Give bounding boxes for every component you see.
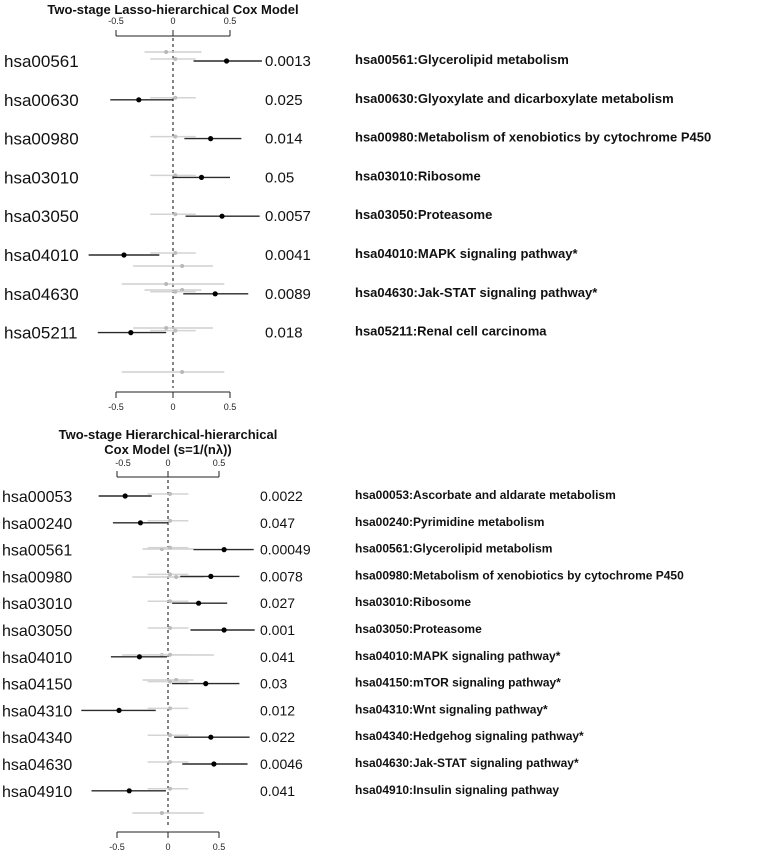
pathway-code-label: hsa00240 [2, 515, 73, 533]
pathway-code-label: hsa00561 [4, 52, 79, 71]
pathway-description-label: hsa04010:MAPK signaling pathway* [355, 648, 561, 663]
pathway-code-label: hsa00053 [2, 489, 73, 506]
p-value-label: 0.05 [265, 169, 295, 187]
point-estimate [127, 788, 132, 793]
p-value-label: 0.012 [260, 702, 296, 719]
top-tick-label: 0.5 [223, 16, 237, 26]
background-point [180, 370, 184, 374]
background-point [164, 50, 168, 54]
point-estimate [208, 574, 213, 579]
pathway-description-label: hsa00053:Ascorbate and aldarate metabolism [355, 488, 616, 502]
top-tick-label: 0.5 [212, 458, 226, 468]
background-point [168, 492, 172, 496]
pathway-description-label: hsa04310:Wnt signaling pathway* [355, 702, 548, 717]
point-estimate [137, 654, 142, 659]
point-estimate [211, 761, 216, 766]
pathway-description-label: hsa00561:Glycerolipid metabolism [355, 541, 553, 556]
p-value-label: 0.0078 [260, 568, 303, 585]
bottom-tick-label: -0.5 [109, 842, 125, 852]
p-value-label: 0.0057 [265, 208, 311, 226]
background-point [173, 57, 177, 61]
forest-row [2, 622, 482, 640]
pathway-code-label: hsa04310 [2, 703, 73, 721]
pathway-description-label: hsa04010:MAPK signaling pathway* [355, 246, 578, 261]
panel-hierarchical [2, 427, 684, 852]
p-value-label: 0.0013 [265, 53, 311, 70]
pathway-description-label: hsa03050:Proteasome [355, 207, 493, 223]
panel-rows [2, 488, 684, 801]
point-estimate [123, 493, 128, 498]
background-point [160, 811, 164, 815]
forest-row [4, 207, 492, 226]
forest-row [4, 91, 674, 110]
bottom-tick-label: 0.5 [223, 402, 237, 412]
panel-lasso [4, 2, 711, 412]
pathway-code-label: hsa00630 [4, 90, 79, 110]
background-point [168, 572, 172, 576]
pathway-code-label: hsa04910 [2, 783, 73, 801]
p-value-label: 0.00049 [260, 541, 311, 558]
p-value-label: 0.041 [260, 648, 296, 665]
background-point [174, 575, 178, 579]
point-estimate [121, 252, 126, 257]
background-point [173, 290, 177, 294]
background-point [168, 546, 172, 550]
forest-row [2, 649, 561, 667]
top-tick-label: 0 [170, 16, 176, 26]
pathway-description-label: hsa00980:Metabolism of xenobiotics by cytochrome P450 [355, 568, 684, 583]
pathway-code-label: hsa04010 [4, 246, 79, 265]
pathway-description-label: hsa04150:mTOR signaling pathway* [355, 675, 561, 690]
forest-row [2, 595, 471, 613]
bottom-tick-label: 0 [170, 402, 176, 412]
background-point [168, 599, 172, 603]
point-estimate [222, 627, 227, 632]
point-estimate [136, 97, 141, 102]
panel-rows [4, 52, 711, 343]
forest-row [4, 246, 578, 265]
pathway-code-label: hsa03010 [2, 596, 73, 614]
p-value-label: 0.014 [265, 130, 303, 148]
pathway-description-label: hsa00240:Pyrimidine metabolism [355, 514, 545, 529]
forest-row [2, 515, 544, 533]
p-value-label: 0.001 [260, 622, 296, 638]
panel-title-line1: Two-stage Hierarchical-hierarchical [58, 427, 278, 442]
forest-row [4, 324, 547, 343]
background-point [168, 760, 172, 764]
background-point [168, 519, 172, 523]
pathway-code-label: hsa04150 [2, 676, 73, 694]
bottom-tick-label: 0 [165, 842, 171, 852]
pathway-code-label: hsa04010 [2, 649, 73, 667]
background-point [164, 326, 168, 330]
pathway-code-label: hsa04340 [2, 730, 73, 748]
pathway-code-label: hsa05211 [4, 323, 78, 343]
pathway-description-label: hsa04630:Jak-STAT signaling pathway* [355, 756, 579, 770]
pathway-description-label: hsa00630:Glyoxylate and dicarboxylate metabolism [355, 90, 674, 106]
pathway-code-label: hsa00980 [2, 569, 73, 587]
p-value-label: 0.027 [260, 595, 296, 612]
background-point [168, 626, 172, 630]
p-value-label: 0.0041 [265, 247, 311, 264]
p-value-label: 0.041 [260, 782, 296, 799]
forest-row [4, 285, 598, 304]
point-estimate [116, 708, 121, 713]
top-axis [115, 458, 225, 477]
p-value-label: 0.047 [260, 514, 296, 531]
top-tick-label: -0.5 [108, 16, 124, 26]
pathway-description-label: hsa04340:Hedgehog signaling pathway* [355, 729, 584, 744]
pathway-code-label: hsa00980 [4, 129, 79, 149]
background-point [168, 706, 172, 710]
point-estimate [128, 330, 133, 335]
forest-row [2, 702, 548, 720]
pathway-description-label: hsa03050:Proteasome [355, 622, 482, 636]
pathway-description-label: hsa00980:Metabolism of xenobiotics by cytochrome P450 [355, 129, 712, 145]
forest-row [2, 783, 559, 801]
pathway-code-label: hsa00561 [2, 542, 73, 560]
pathway-code-label: hsa04630 [2, 757, 73, 774]
forest-row [2, 756, 579, 774]
point-estimate [224, 58, 229, 63]
point-estimate [208, 136, 213, 141]
bottom-tick-label: -0.5 [108, 402, 124, 412]
point-estimate [199, 175, 204, 180]
forest-row [4, 168, 481, 187]
pathway-description-label: hsa04910:Insulin signaling pathway [355, 782, 560, 797]
pathway-code-label: hsa03050 [2, 623, 73, 640]
bottom-tick-label: 0.5 [212, 842, 226, 852]
panel-title-line2: Cox Model (s=1/(nλ)) [104, 442, 232, 457]
pathway-code-label: hsa03010 [4, 168, 79, 188]
pathway-code-label: hsa04630 [4, 284, 79, 304]
point-estimate [219, 214, 224, 219]
background-point [173, 329, 177, 333]
p-value-label: 0.022 [260, 729, 296, 746]
pathway-description-label: hsa05211:Renal cell carcinoma [355, 323, 547, 339]
background-point [173, 251, 177, 255]
background-point [173, 212, 177, 216]
p-value-label: 0.03 [260, 675, 288, 692]
background-point [168, 733, 172, 737]
p-value-label: 0.025 [265, 91, 303, 109]
background-point [168, 680, 172, 684]
background-point [180, 264, 184, 268]
point-estimate [203, 681, 208, 686]
p-value-label: 0.0046 [260, 756, 303, 772]
point-estimate [213, 291, 218, 296]
forest-row [2, 488, 616, 506]
p-value-label: 0.018 [265, 324, 303, 342]
forest-row [2, 568, 684, 586]
panel-title: Two-stage Lasso-hierarchical Cox Model [47, 2, 299, 17]
point-estimate [138, 520, 143, 525]
forest-row [2, 542, 552, 560]
forest-row [2, 729, 584, 747]
bottom-axis [108, 392, 236, 412]
background-point [168, 653, 172, 657]
forest-row [4, 52, 569, 71]
point-estimate [222, 547, 227, 552]
top-tick-label: -0.5 [115, 458, 131, 468]
pathway-description-label: hsa03010:Ribosome [355, 168, 481, 184]
point-estimate [196, 601, 201, 606]
background-point [164, 282, 168, 286]
forest-row [4, 130, 711, 149]
top-axis [108, 16, 236, 36]
background-point [173, 135, 177, 139]
bottom-axis [109, 832, 225, 852]
forest-row [2, 676, 561, 694]
pathway-code-label: hsa03050 [4, 207, 79, 227]
p-value-label: 0.0089 [265, 285, 311, 303]
background-point [173, 96, 177, 100]
pathway-description-label: hsa00561:Glycerolipid metabolism [355, 52, 569, 67]
pathway-description-label: hsa03010:Ribosome [355, 595, 472, 610]
p-value-label: 0.0022 [260, 488, 303, 504]
point-estimate [208, 735, 213, 740]
pathway-description-label: hsa04630:Jak-STAT signaling pathway* [355, 284, 598, 300]
top-tick-label: 0 [165, 458, 171, 468]
background-point [168, 787, 172, 791]
